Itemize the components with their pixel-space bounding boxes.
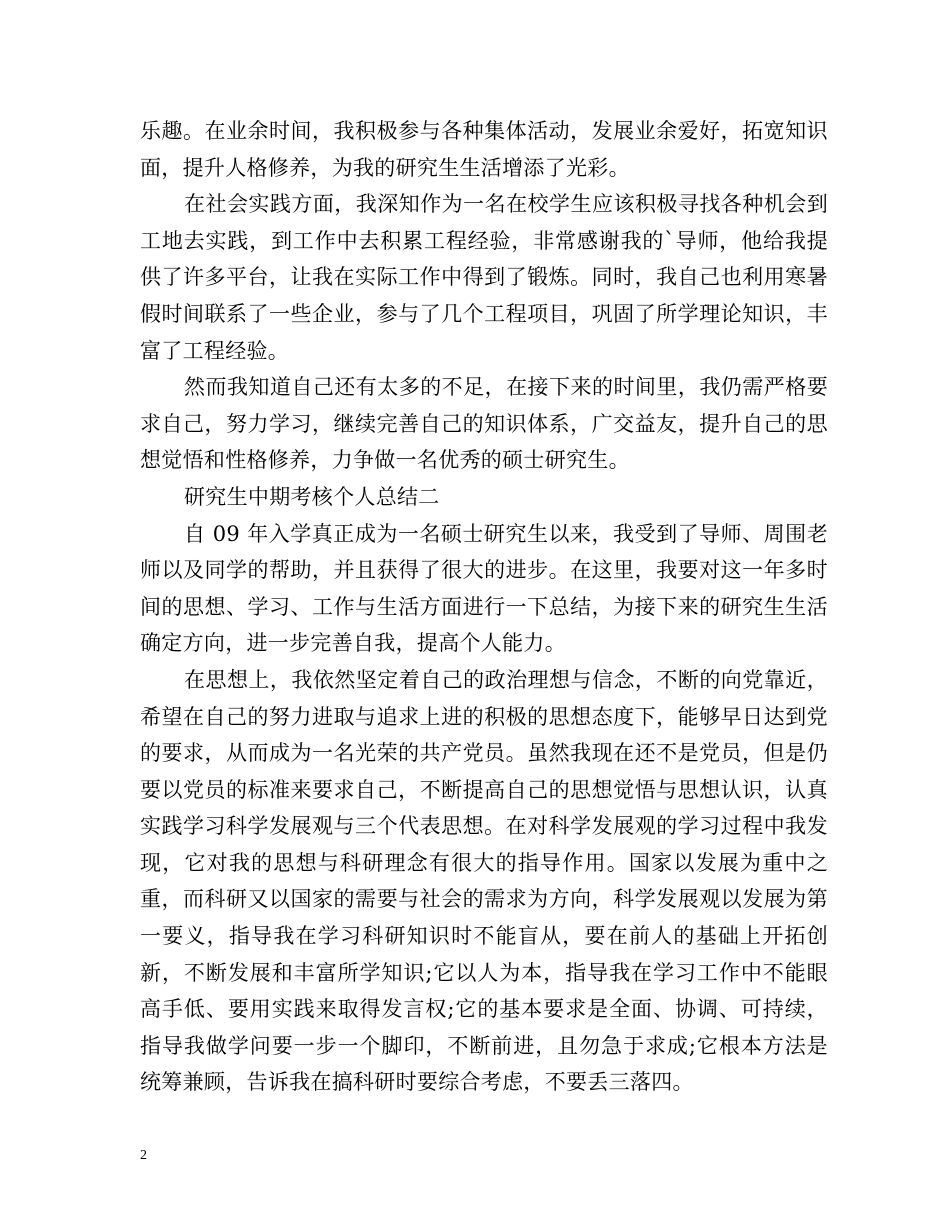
paragraph-social-practice: 在社会实践方面，我深知作为一名在校学生应该积极寻找各种机会到工地去实践，到工作中去积累工程经验，非常感谢我的`导师，他给我提供了许多平台，让我在实际工作中得到了锻炼。同时，我自己也利用寒暑假时间联系了一些企业，参与了几个工程项目，巩固了所学理论知识，丰富了工程经验。 — [140, 192, 828, 363]
document-body — [140, 113, 828, 1101]
paragraph-continuation: 乐趣。在业余时间，我积极参与各种集体活动，发展业余爱好，拓宽知识面，提升人格修养，为我的研究生生活增添了光彩。 — [140, 119, 828, 180]
section-title: 研究生中期考核个人总结二 — [184, 484, 440, 509]
page-number: 2 — [140, 1148, 147, 1163]
paragraph-shortcomings: 然而我知道自己还有太多的不足，在接下来的时间里，我仍需严格要求自己，努力学习，继续完善自己的知识体系，广交益友，提升自己的思想觉悟和性格修养，力争做一名优秀的硕士研究生。 — [140, 375, 828, 473]
paragraph-ideology: 在思想上，我依然坚定着自己的政治理想与信念，不断的向党靠近，希望在自己的努力进取与追求上进的积极的思想态度下，能够早日达到党的要求，从而成为一名光荣的共产党员。虽然我现在还不是党员，但是仍要以党员的标准来要求自己，不断提高自己的思想觉悟与思想认识，认真实践学习科学发展观与三个代表思想。在对科学发展观的学习过程中我发现，它对我的思想与科研理念有很大的指导作用。国家以发展为重中之重，而科研又以国家的需要与社会的需求为方向，科学发展观以发展为第一要义，指导我在学习科研知识时不能盲从，要在前人的基础上开拓创新，不断发展和丰富所学知识;它以人为本，指导我在学习工作中不能眼高手低、要用实践来取得发言权;它的基本要求是全面、协调、可持续，指导我做学问要一步一个脚印，不断前进，且勿急于求成;它根本方法是统筹兼顾，告诉我在搞科研时要综合考虑，不要丢三落四。 — [140, 667, 828, 1095]
paragraph-introduction: 自 09 年入学真正成为一名硕士研究生以来，我受到了导师、周围老师以及同学的帮助，并且获得了很大的进步。在这里，我要对这一年多时间的思想、学习、工作与生活方面进行一下总结，为接下来的研究生生活确定方向，进一步完善自我，提高个人能力。 — [140, 521, 828, 656]
